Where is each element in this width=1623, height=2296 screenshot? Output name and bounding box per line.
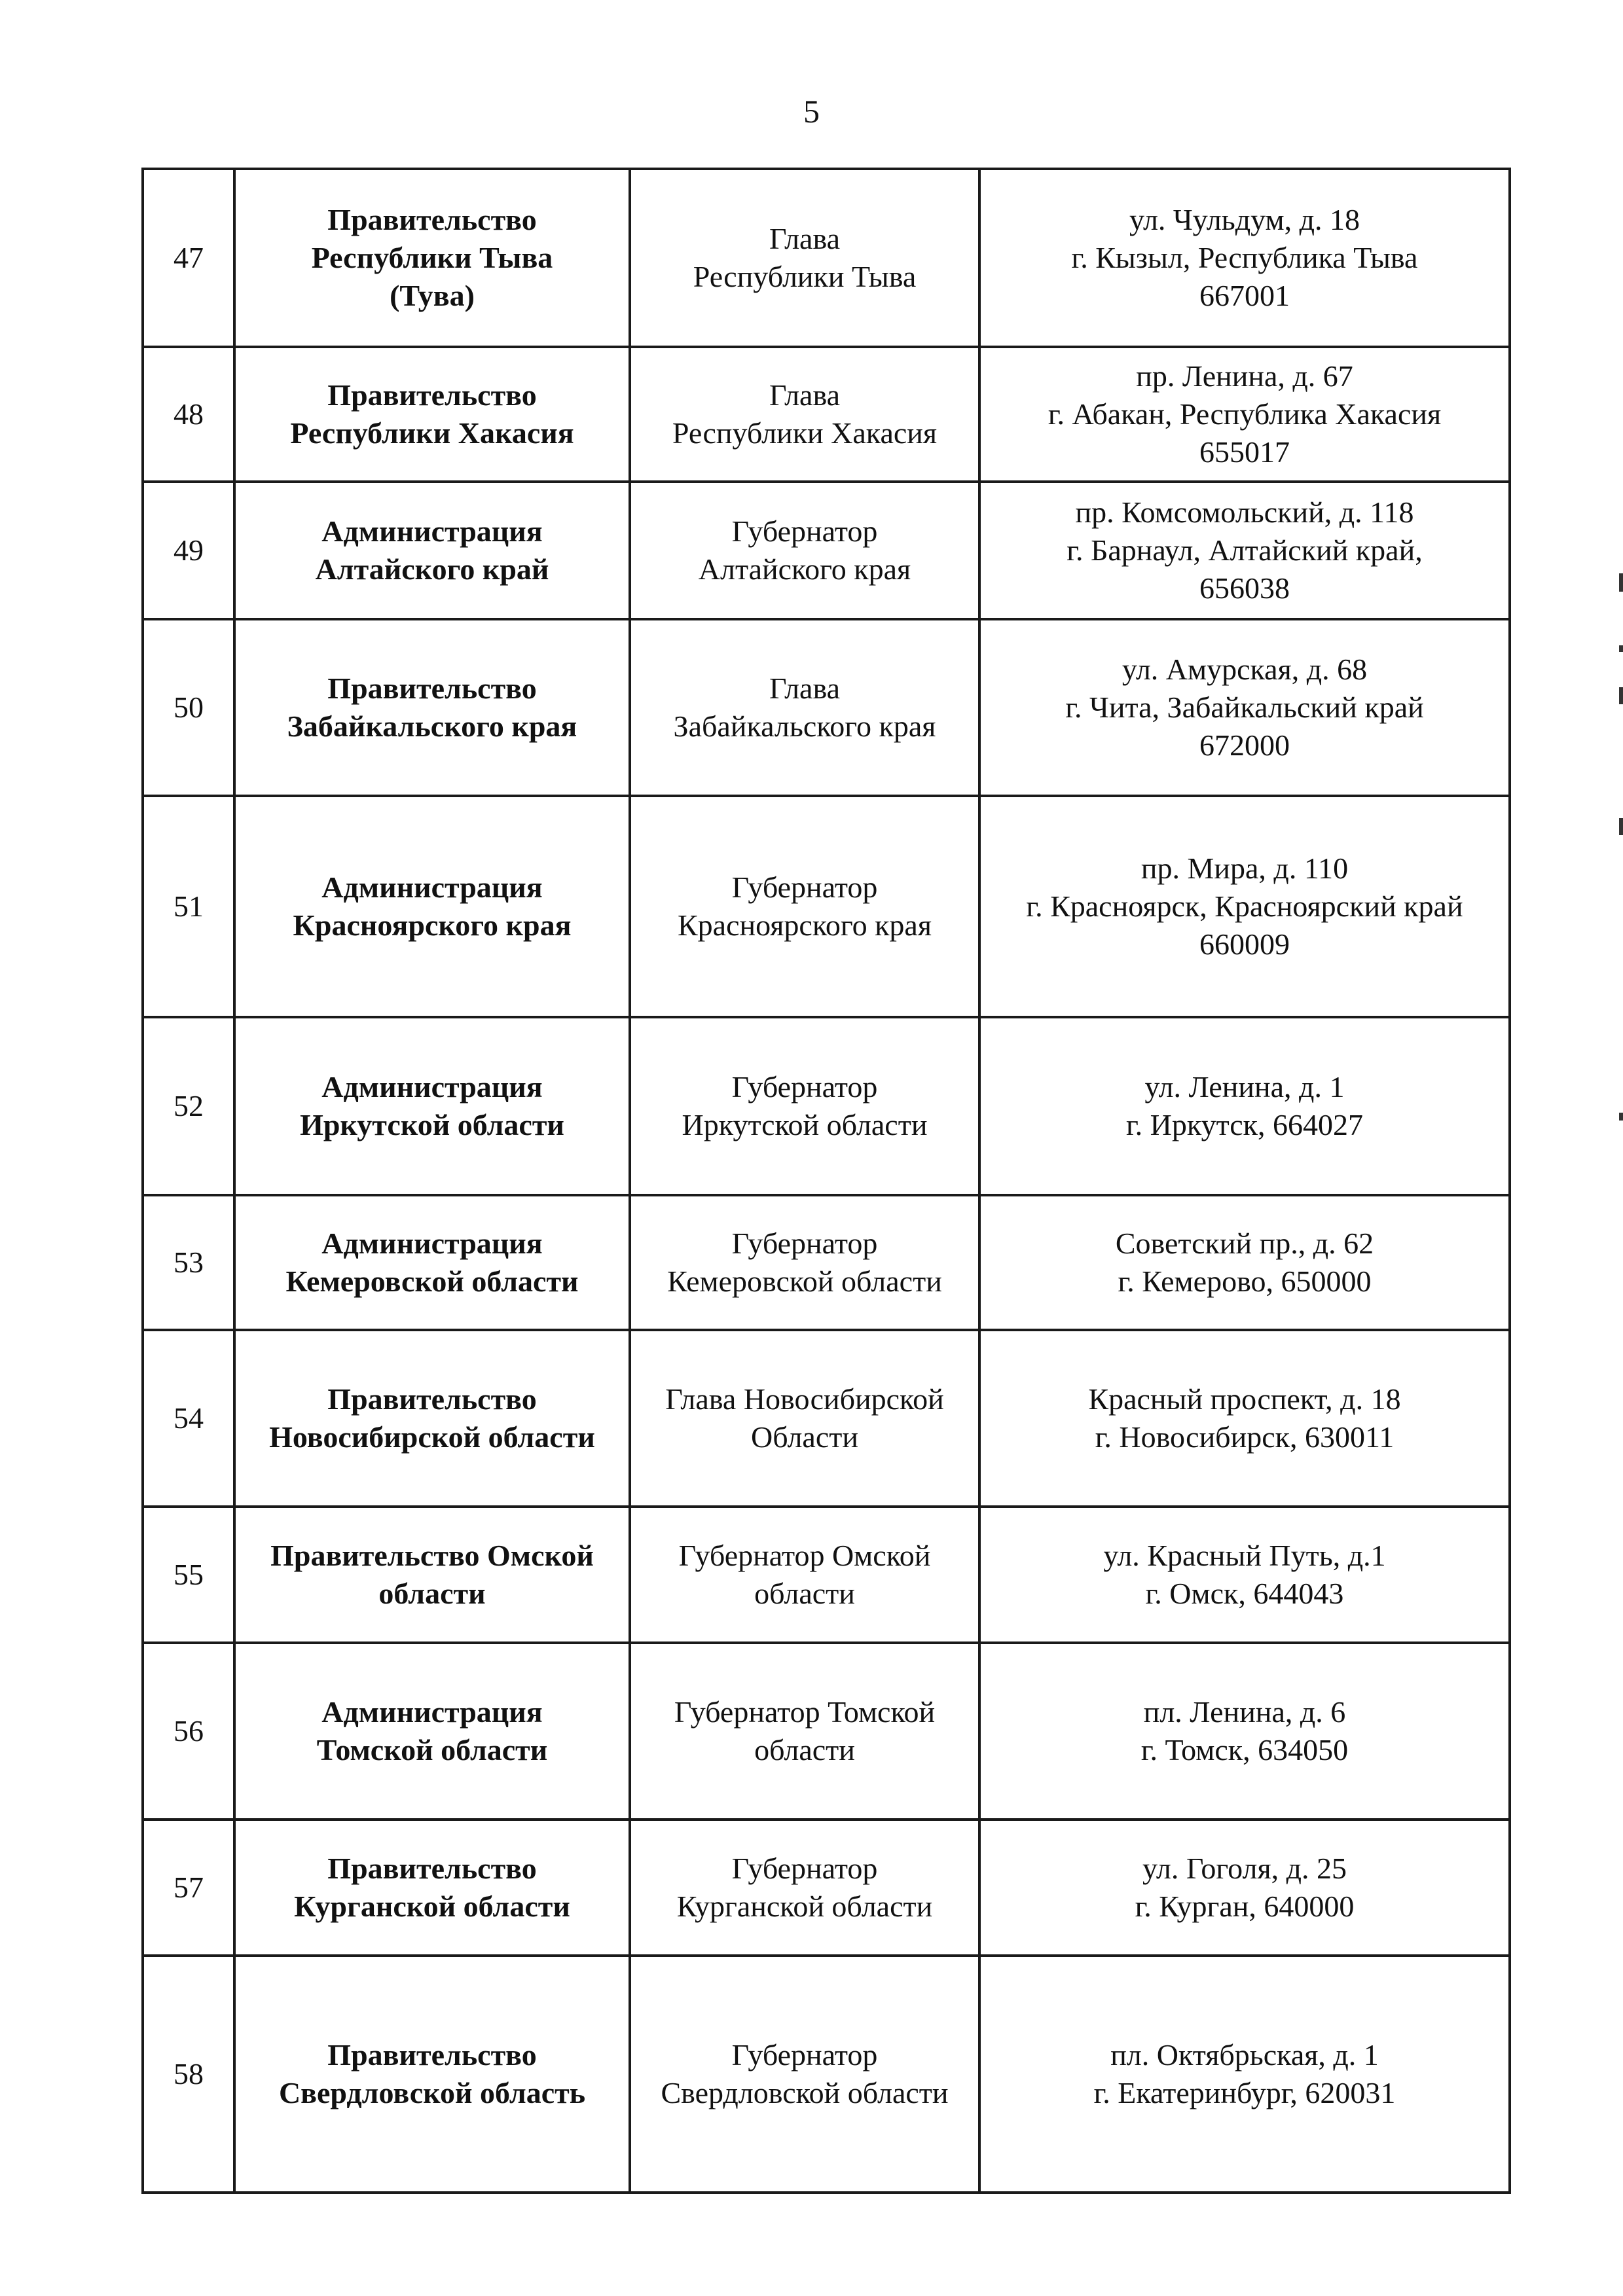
text-line: ул. Чульдум, д. 18 xyxy=(1129,203,1360,236)
row-number: 54 xyxy=(143,1330,234,1507)
row-number: 57 xyxy=(143,1820,234,1956)
table-row xyxy=(143,169,1510,347)
address-cell xyxy=(979,619,1510,796)
text-line: Новосибирской области xyxy=(269,1420,595,1454)
scan-edge-mark xyxy=(1619,818,1623,835)
table-row xyxy=(143,482,1510,619)
text-line: Администрация xyxy=(321,870,543,904)
text-line: Правительство xyxy=(327,378,537,412)
table-row xyxy=(143,619,1510,796)
address-cell xyxy=(979,1330,1510,1507)
address-cell xyxy=(979,169,1510,347)
text-line: Алтайского края xyxy=(698,552,911,586)
text-line: Республики Хакасия xyxy=(672,416,938,450)
text-line: области xyxy=(378,1577,486,1610)
text-line: Республики Хакасия xyxy=(290,416,574,450)
head-cell xyxy=(630,619,979,796)
scan-edge-mark xyxy=(1619,1113,1623,1121)
text-line: 667001 xyxy=(1199,279,1290,312)
text-line: Забайкальского края xyxy=(673,709,936,743)
organization-cell xyxy=(234,1956,630,2193)
text-line: пр. Комсомольский, д. 118 xyxy=(1075,495,1414,529)
table-row xyxy=(143,1330,1510,1507)
text-line: Правительство xyxy=(327,672,537,705)
text-line: 672000 xyxy=(1199,728,1290,762)
text-line: г. Новосибирск, 630011 xyxy=(1095,1420,1395,1454)
scan-edge-mark xyxy=(1619,645,1623,652)
head-cell xyxy=(630,1195,979,1330)
text-line: Кемеровской области xyxy=(285,1265,579,1298)
organization-cell xyxy=(234,1330,630,1507)
text-line: Администрация xyxy=(321,1070,543,1103)
text-line: Администрация xyxy=(321,514,543,548)
address-cell xyxy=(979,1956,1510,2193)
address-cell xyxy=(979,1643,1510,1820)
row-number: 52 xyxy=(143,1017,234,1195)
text-line: Республики Тыва xyxy=(693,260,917,293)
text-line: г. Омск, 644043 xyxy=(1145,1577,1344,1610)
text-line: Губернатор xyxy=(731,1852,878,1885)
table-row xyxy=(143,796,1510,1017)
table-row xyxy=(143,1643,1510,1820)
text-line: г. Красноярск, Красноярский край xyxy=(1026,889,1463,923)
table-row xyxy=(143,347,1510,482)
text-line: 660009 xyxy=(1199,927,1290,961)
organization-cell xyxy=(234,1017,630,1195)
head-cell xyxy=(630,1330,979,1507)
head-cell xyxy=(630,1643,979,1820)
text-line: ул. Красный Путь, д.1 xyxy=(1103,1539,1386,1572)
head-cell xyxy=(630,482,979,619)
address-cell xyxy=(979,1507,1510,1643)
text-line: г. Кемерово, 650000 xyxy=(1118,1265,1372,1298)
organization-cell xyxy=(234,796,630,1017)
registry-table xyxy=(141,168,1511,2194)
organization-cell xyxy=(234,347,630,482)
organization-cell xyxy=(234,619,630,796)
page-number: 5 xyxy=(803,93,820,130)
row-number: 55 xyxy=(143,1507,234,1643)
text-line: 655017 xyxy=(1199,435,1290,469)
text-line: г. Абакан, Республика Хакасия xyxy=(1048,397,1442,431)
text-line: Красный проспект, д. 18 xyxy=(1088,1382,1401,1416)
organization-cell xyxy=(234,482,630,619)
text-line: г. Иркутск, 664027 xyxy=(1125,1108,1364,1141)
scan-edge-mark xyxy=(1619,573,1623,592)
text-line: Глава Новосибирской xyxy=(665,1382,944,1416)
text-line: Томской области xyxy=(316,1733,548,1767)
address-cell xyxy=(979,1820,1510,1956)
text-line: Свердловской область xyxy=(278,2076,586,2109)
text-line: Администрация xyxy=(321,1227,543,1260)
text-line: Губернатор xyxy=(731,1070,878,1103)
text-line: Свердловской области xyxy=(661,2076,949,2109)
text-line: Губернатор xyxy=(731,870,878,904)
organization-cell xyxy=(234,169,630,347)
text-line: Курганской области xyxy=(294,1890,570,1923)
text-line: Правительство xyxy=(327,203,537,236)
text-line: Красноярского края xyxy=(678,908,932,942)
address-cell xyxy=(979,796,1510,1017)
address-cell xyxy=(979,347,1510,482)
table-row xyxy=(143,1956,1510,2193)
row-number: 58 xyxy=(143,1956,234,2193)
text-line: пр. Ленина, д. 67 xyxy=(1136,359,1353,393)
text-line: Алтайского край xyxy=(315,552,549,586)
text-line: (Тува) xyxy=(390,279,475,312)
head-cell xyxy=(630,169,979,347)
text-line: пр. Мира, д. 110 xyxy=(1140,852,1349,885)
text-line: Забайкальского края xyxy=(287,709,577,743)
address-cell xyxy=(979,1017,1510,1195)
row-number: 49 xyxy=(143,482,234,619)
row-number: 51 xyxy=(143,796,234,1017)
text-line: области xyxy=(754,1733,855,1767)
text-line: Администрация xyxy=(321,1695,543,1729)
text-line: г. Барнаул, Алтайский край, xyxy=(1067,533,1423,567)
table-row xyxy=(143,1017,1510,1195)
row-number: 53 xyxy=(143,1195,234,1330)
text-line: 656038 xyxy=(1199,571,1290,605)
organization-cell xyxy=(234,1643,630,1820)
text-line: Правительство Омской xyxy=(270,1539,594,1572)
text-line: Республики Тыва xyxy=(311,241,553,274)
text-line: Области xyxy=(751,1420,858,1454)
text-line: Красноярского края xyxy=(293,908,572,942)
scan-edge-mark xyxy=(1619,687,1623,704)
organization-cell xyxy=(234,1820,630,1956)
table-row xyxy=(143,1507,1510,1643)
text-line: Глава xyxy=(769,672,841,705)
organization-cell xyxy=(234,1195,630,1330)
text-line: г. Чита, Забайкальский край xyxy=(1065,691,1424,724)
text-line: ул. Амурская, д. 68 xyxy=(1122,653,1368,686)
head-cell xyxy=(630,1820,979,1956)
head-cell xyxy=(630,347,979,482)
head-cell xyxy=(630,1017,979,1195)
text-line: Губернатор Томской xyxy=(674,1695,936,1729)
text-line: Глава xyxy=(769,222,841,255)
row-number: 47 xyxy=(143,169,234,347)
text-line: г. Курган, 640000 xyxy=(1135,1890,1355,1923)
text-line: Иркутской области xyxy=(682,1108,928,1141)
text-line: Губернатор xyxy=(731,1227,878,1260)
head-cell xyxy=(630,796,979,1017)
text-line: г. Екатеринбург, 620031 xyxy=(1093,2076,1396,2109)
organization-cell xyxy=(234,1507,630,1643)
text-line: г. Кызыл, Республика Тыва xyxy=(1071,241,1418,274)
row-number: 48 xyxy=(143,347,234,482)
text-line: Правительство xyxy=(327,2038,537,2072)
text-line: области xyxy=(754,1577,855,1610)
text-line: Глава xyxy=(769,378,841,412)
table-row xyxy=(143,1195,1510,1330)
head-cell xyxy=(630,1956,979,2193)
text-line: Кемеровской области xyxy=(667,1265,942,1298)
text-line: г. Томск, 634050 xyxy=(1140,1733,1349,1767)
text-line: Курганской области xyxy=(676,1890,933,1923)
row-number: 56 xyxy=(143,1643,234,1820)
text-line: Правительство xyxy=(327,1852,537,1885)
text-line: Правительство xyxy=(327,1382,537,1416)
text-line: Губернатор xyxy=(731,2038,878,2072)
text-line: Иркутской области xyxy=(300,1108,564,1141)
address-cell xyxy=(979,1195,1510,1330)
table-row xyxy=(143,1820,1510,1956)
text-line: пл. Октябрьская, д. 1 xyxy=(1110,2038,1379,2072)
text-line: ул. Гоголя, д. 25 xyxy=(1142,1852,1347,1885)
text-line: Советский пр., д. 62 xyxy=(1115,1227,1374,1260)
head-cell xyxy=(630,1507,979,1643)
text-line: ул. Ленина, д. 1 xyxy=(1144,1070,1345,1103)
row-number: 50 xyxy=(143,619,234,796)
text-line: Губернатор xyxy=(731,514,878,548)
text-line: Губернатор Омской xyxy=(678,1539,931,1572)
address-cell xyxy=(979,482,1510,619)
text-line: пл. Ленина, д. 6 xyxy=(1143,1695,1346,1729)
